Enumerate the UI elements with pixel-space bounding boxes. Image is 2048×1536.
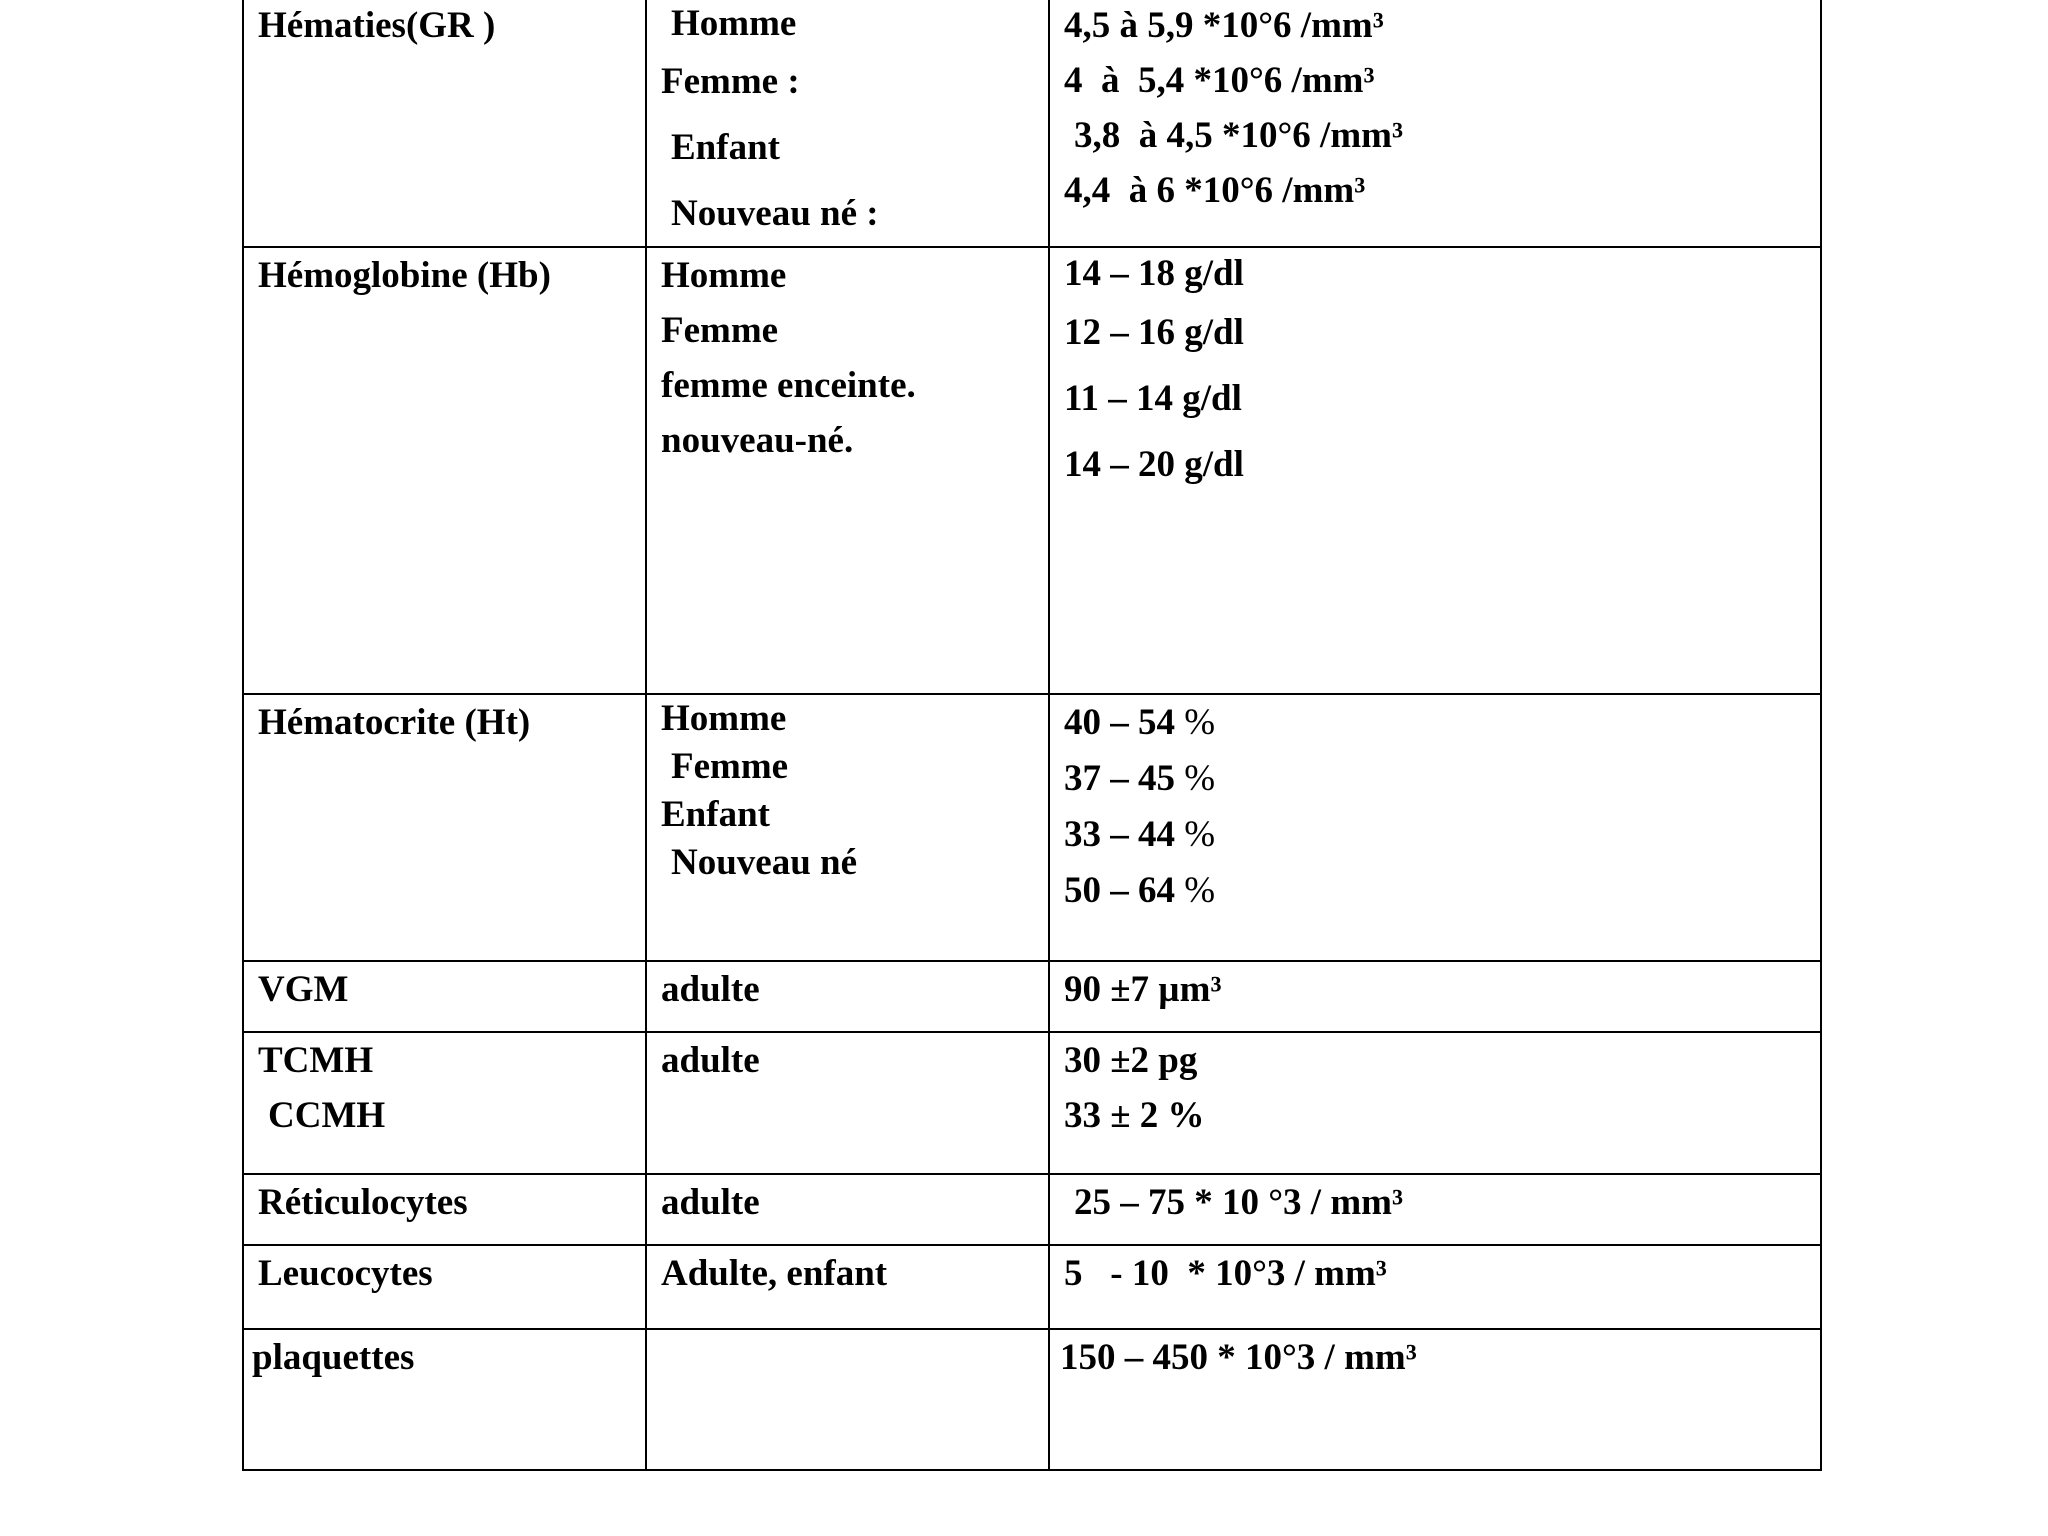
subject-label: Enfant	[671, 127, 780, 168]
reference-range: 37 – 45	[1064, 758, 1185, 799]
subject-label: Enfant	[661, 794, 770, 835]
parameter-cell	[243, 1174, 646, 1245]
value-cell	[1049, 1329, 1821, 1470]
subject-cell	[646, 1174, 1049, 1245]
table-row	[243, 1329, 1821, 1470]
subject-cell	[646, 247, 1049, 694]
subject-label: adulte	[661, 969, 760, 1010]
reference-value: 14 – 18 g/dl	[1064, 253, 1244, 294]
reference-value: 90 ±7 µm³	[1064, 969, 1222, 1010]
table-row	[243, 1245, 1821, 1329]
parameter-cell	[243, 1329, 646, 1470]
table-row	[243, 1174, 1821, 1245]
value-cell	[1049, 1174, 1821, 1245]
subject-label: Femme	[671, 746, 789, 787]
subject-cell	[646, 694, 1049, 961]
subject-cell	[646, 1032, 1049, 1174]
subject-label: Homme	[671, 3, 797, 44]
subject-label: Nouveau né :	[671, 193, 879, 234]
table-row	[243, 247, 1821, 694]
parameter-name: Leucocytes	[258, 1253, 433, 1294]
percent-unit: %	[1184, 870, 1216, 911]
reference-value: 14 – 20 g/dl	[1064, 444, 1244, 485]
parameter-name: VGM	[258, 969, 349, 1010]
subject-label: femme enceinte.	[661, 365, 916, 406]
reference-value: 33 ± 2 %	[1064, 1095, 1205, 1136]
value-cell	[1049, 0, 1821, 247]
subject-label: Adulte, enfant	[661, 1253, 888, 1294]
parameter-cell	[243, 1245, 646, 1329]
value-cell	[1049, 694, 1821, 961]
parameter-name: TCMH	[258, 1040, 374, 1081]
parameter-cell	[243, 0, 646, 247]
reference-value: 3,8 à 4,5 *10°6 /mm³	[1074, 115, 1404, 156]
subject-label: Nouveau né	[671, 842, 858, 883]
value-cell	[1049, 1245, 1821, 1329]
subject-cell	[646, 1329, 1049, 1470]
subject-label: Femme	[661, 310, 779, 351]
reference-value: 5 - 10 * 10°3 / mm³	[1064, 1253, 1387, 1294]
table-row	[243, 1032, 1821, 1174]
reference-value: 11 – 14 g/dl	[1064, 378, 1242, 419]
value-cell	[1049, 1032, 1821, 1174]
percent-unit: %	[1184, 702, 1216, 743]
subject-label: adulte	[661, 1182, 760, 1223]
parameter-cell	[243, 961, 646, 1032]
reference-value: 25 – 75 * 10 °3 / mm³	[1074, 1182, 1404, 1223]
reference-value: 4,4 à 6 *10°6 /mm³	[1064, 170, 1366, 211]
subject-label: Femme :	[661, 61, 800, 102]
value-cell	[1049, 247, 1821, 694]
parameter-cell	[243, 247, 646, 694]
table-row	[243, 694, 1821, 961]
parameter-name: Réticulocytes	[258, 1182, 468, 1223]
parameter-name: Hémoglobine (Hb)	[258, 255, 551, 296]
subject-label: adulte	[661, 1040, 760, 1081]
subject-cell	[646, 1245, 1049, 1329]
percent-unit: %	[1184, 758, 1216, 799]
subject-label: nouveau-né.	[661, 420, 854, 461]
value-cell	[1049, 961, 1821, 1032]
reference-range: 50 – 64	[1064, 870, 1185, 911]
parameter-name: Hématocrite (Ht)	[258, 702, 531, 743]
parameter-cell	[243, 1032, 646, 1174]
reference-value	[1064, 863, 1820, 919]
reference-value: 12 – 16 g/dl	[1064, 312, 1244, 353]
parameter-name: Hématies(GR )	[258, 5, 496, 46]
percent-unit: %	[1184, 814, 1216, 855]
subject-label: Homme	[661, 698, 787, 739]
parameter-name: CCMH	[268, 1095, 386, 1136]
reference-value: 150 – 450 * 10°3 / mm³	[1060, 1337, 1417, 1378]
subject-cell	[646, 961, 1049, 1032]
parameter-cell	[243, 694, 646, 961]
reference-range: 40 – 54	[1064, 702, 1185, 743]
reference-value: 30 ±2 pg	[1064, 1040, 1198, 1081]
table-row	[243, 0, 1821, 247]
parameter-name: plaquettes	[252, 1337, 415, 1378]
reference-range: 33 – 44	[1064, 814, 1185, 855]
reference-value: 4 à 5,4 *10°6 /mm³	[1064, 60, 1375, 101]
reference-value	[1064, 695, 1820, 751]
table-row	[243, 961, 1821, 1032]
reference-values-table	[242, 0, 1822, 1471]
subject-label: Homme	[661, 255, 787, 296]
subject-cell	[646, 0, 1049, 247]
reference-value	[1064, 751, 1820, 807]
reference-value: 4,5 à 5,9 *10°6 /mm³	[1064, 5, 1384, 46]
reference-value	[1064, 807, 1820, 863]
